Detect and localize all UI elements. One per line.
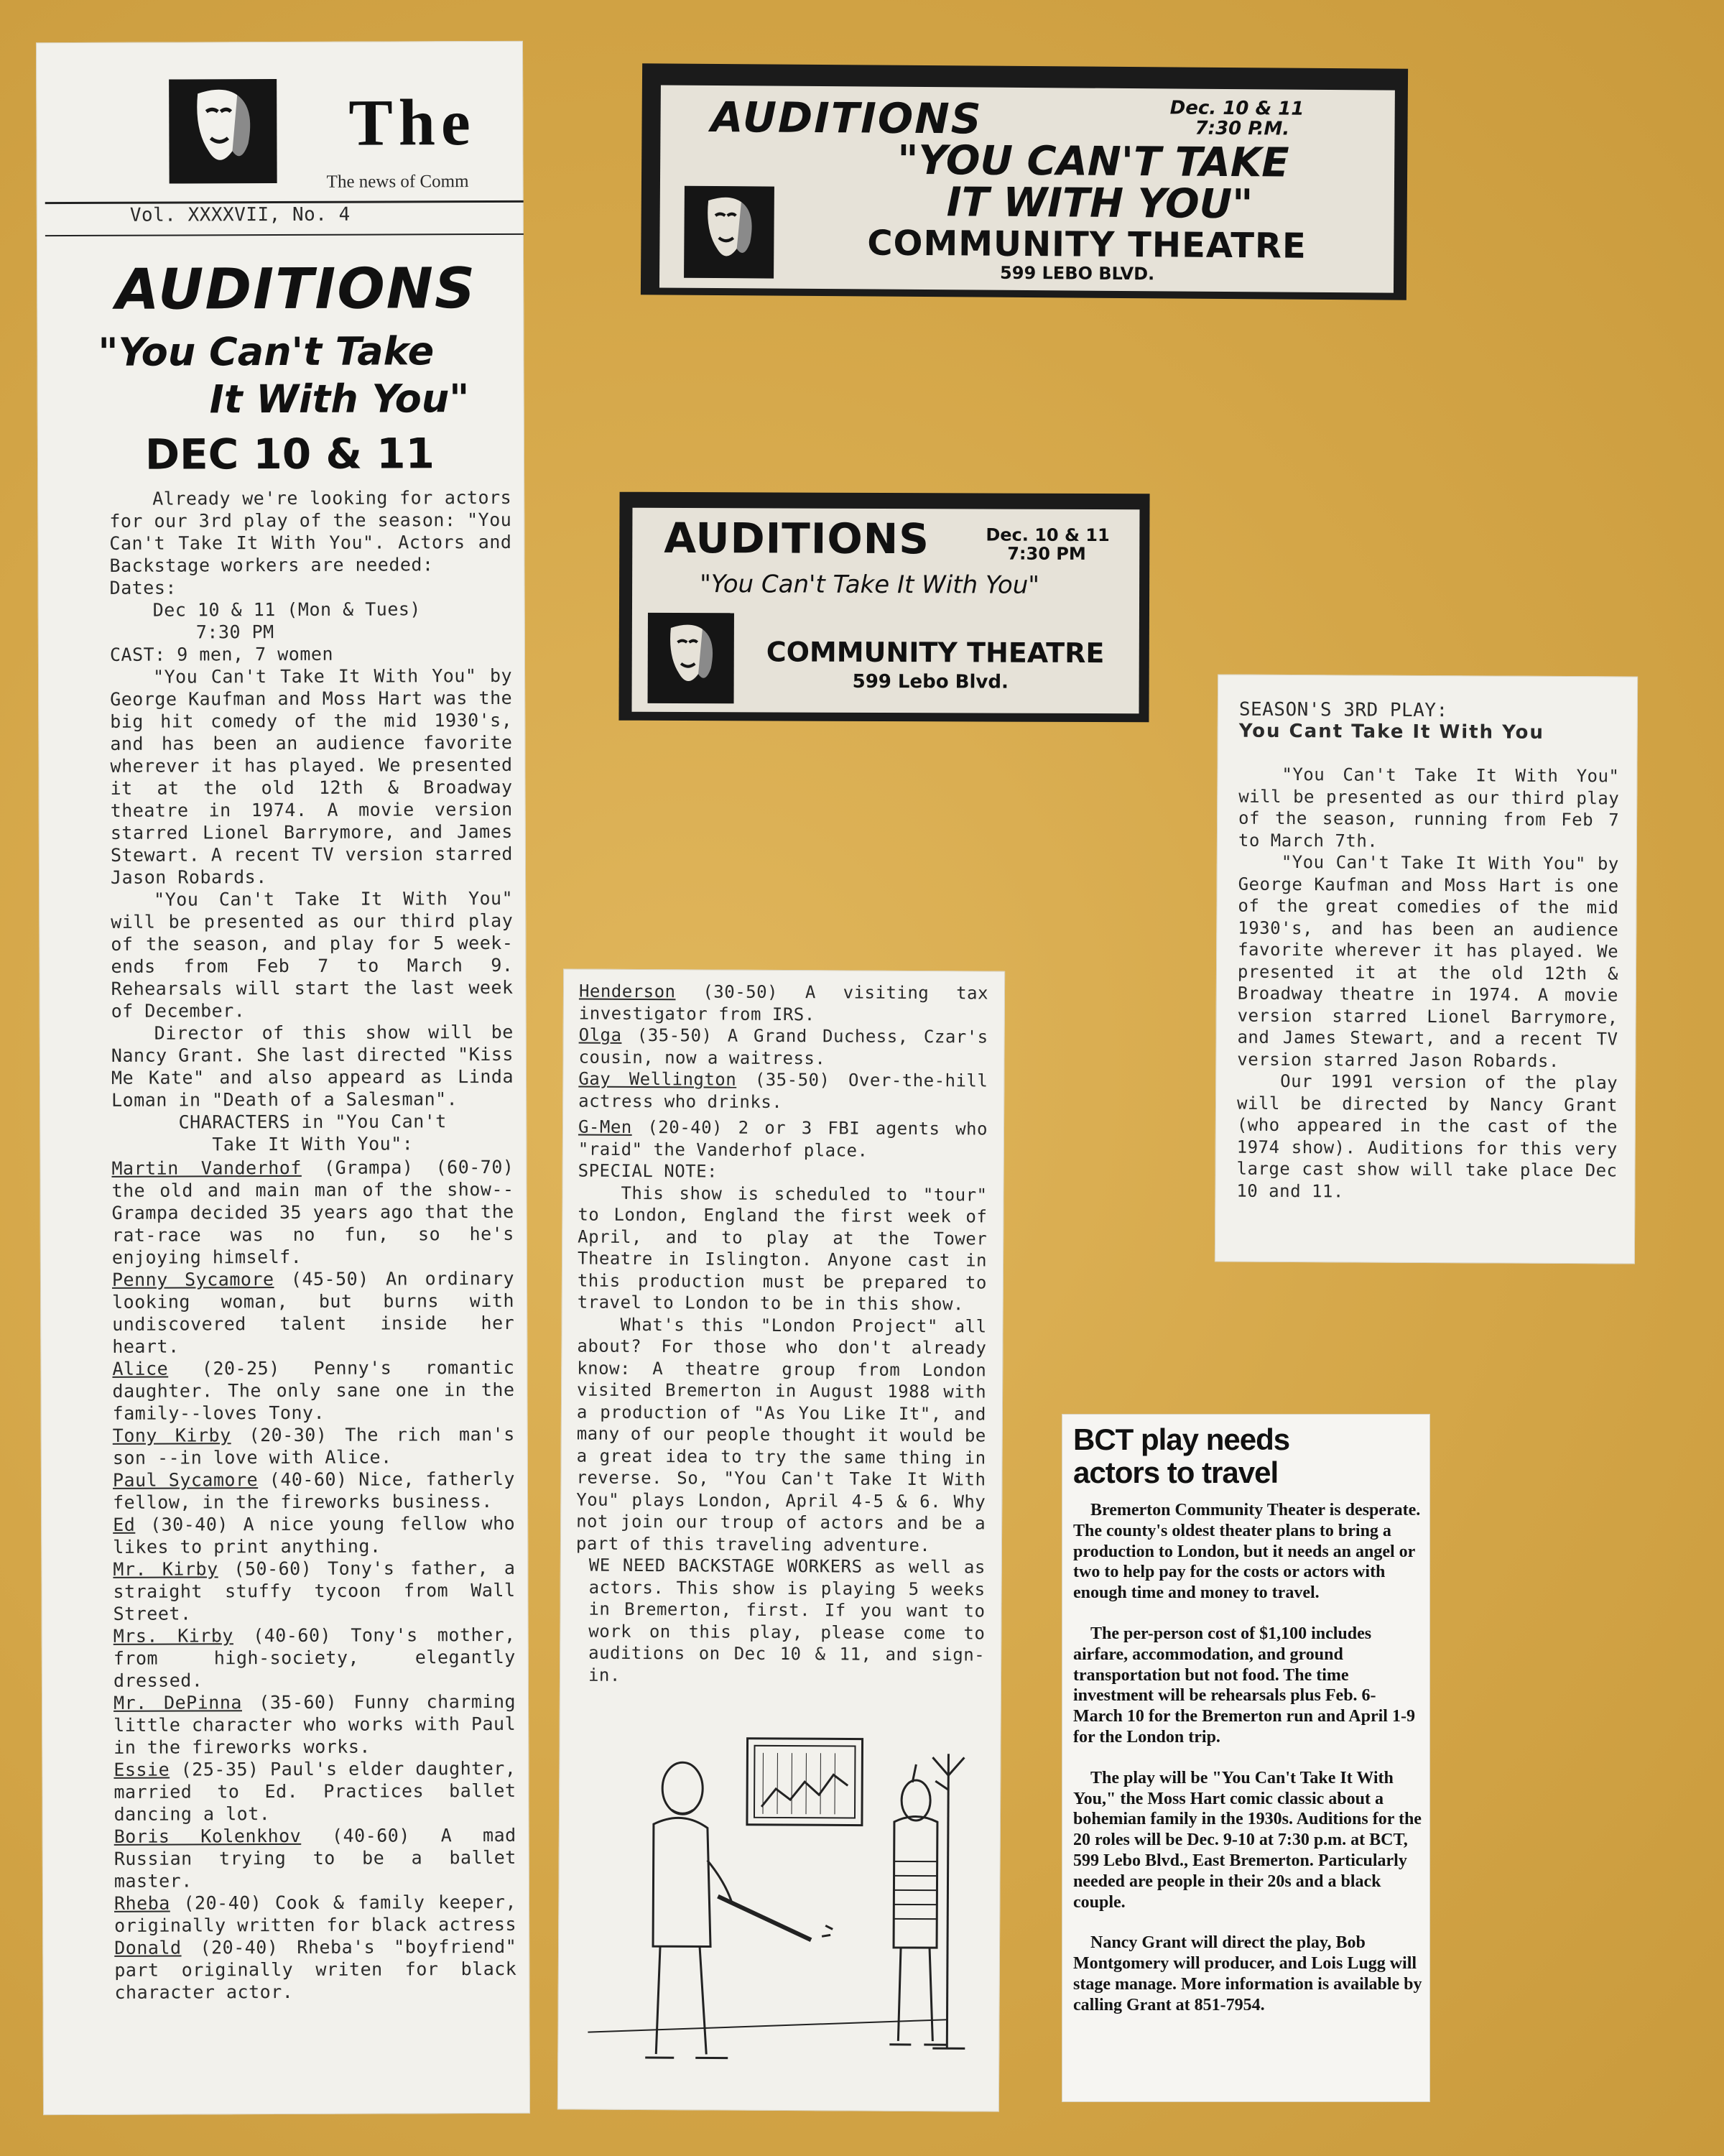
character-entry (578, 1024, 988, 1070)
character-desc: (20-25) Penny's romantic daughter. The only sane one in the family--loves Tony. (112, 1356, 515, 1424)
season-body (1236, 764, 1619, 1204)
character-name: Boris Kolenkhov (113, 1825, 302, 1847)
character-desc: (35-50) A Grand Duchess, Czar's cousin, now a waitress. (578, 1024, 988, 1068)
character-name: Mr. Kirby (113, 1558, 218, 1580)
ad-small-date-1: Dec. 10 & 11 (986, 524, 1110, 546)
continuation-clipping (557, 968, 1005, 2111)
mask-icon (169, 79, 277, 184)
ad-large-date-1: Dec. 10 & 11 (1169, 97, 1304, 120)
character-name: Martin Vanderhof (111, 1157, 302, 1179)
dates-line-2: 7:30 PM (195, 621, 274, 643)
mask-icon (684, 186, 774, 279)
dates-label: Dates: (109, 577, 177, 598)
london-project-paragraph: What's this "London Project" all about? For those who don't already know: A theatre group from London visited Bremerton in August 1988 with a production of "As You Like It", and many of our people thought it would be a great idea to try the same thing in reverse. So, "You Can't Take It With You" plays London, April 4-5 & 6. Why not join our troup of actors and be a part of this traveling adventure. (575, 1314, 987, 1555)
character-entry (579, 981, 988, 1027)
ad-large-date-2: 7:30 P.M. (1195, 117, 1290, 140)
article-paragraph-3: The play will be "You Can't Take It With You," the Moss Hart comic classic about a bohemian family in the 1930s. Auditions for the 20 roles will be Dec. 9-10 at 7:30 p.m. at BCT, 599 Lebo Blvd., East Bremerton. Particularly needed are people in their 20s and a black couple. (1073, 1768, 1422, 1912)
ad-small-date-2: 7:30 PM (1007, 543, 1086, 564)
backstage-paragraph: WE NEED BACKSTAGE WORKERS as well as actors. This show is playing 5 weeks in Bremerton, first. If you want to work on this play, please come to auditions on Dec 10 & 11, and sign-in. (588, 1555, 986, 1685)
character-entry (114, 1891, 516, 1937)
ad-large-mask-logo (684, 186, 774, 279)
ad-small-play: "You Can't Take It With You" (700, 570, 1040, 600)
character-name: Donald (114, 1937, 182, 1958)
character-list (111, 1156, 516, 2004)
newsletter-clipping (36, 41, 530, 2115)
character-entry (113, 1557, 515, 1625)
character-desc: (45-50) An ordinary looking woman, but burns with undiscovered talent inside her heart. (112, 1267, 515, 1357)
character-entry (112, 1356, 514, 1425)
character-desc: (30-40) A nice young fellow who likes to print anything. (113, 1512, 516, 1558)
ad-small-org: COMMUNITY THEATRE (766, 636, 1105, 670)
character-desc: (40-60) Tony's mother, from high-society, elegantly dressed. (113, 1624, 516, 1691)
character-name: Alice (112, 1358, 169, 1379)
character-desc: (20-40) 2 or 3 FBI agents who "raid" the Vanderhof place. (578, 1116, 988, 1161)
character-desc: (50-60) Tony's father, a straight stuffy tycoon from Wall Street. (113, 1557, 516, 1624)
date-headline: DEC 10 & 11 (144, 429, 435, 479)
character-entry (113, 1757, 516, 1826)
character-name: Gay Wellington (578, 1068, 737, 1090)
season-heading-2: You Cant Take It With You (1238, 720, 1545, 744)
director-paragraph: Director of this show will be Nancy Grant. She last directed "Kiss Me Kate" and also appeard as Linda Loman in "Death of a Salesman". (111, 1021, 514, 1111)
character-name: Tony Kirby (112, 1425, 231, 1446)
season-heading-1: SEASON'S 3RD PLAY: (1238, 698, 1448, 722)
season-paragraph-1: "You Can't Take It With You" will be presented as our third play of the season, running from Feb 7 to March 7th. (1238, 764, 1620, 851)
ad-large-org: COMMUNITY THEATRE (867, 223, 1307, 267)
special-note-paragraph: This show is scheduled to "tour" to London, England the first week of April, and to play at the Tower Theatre in Islington. Anyone cast in this production must be prepared to travel to London to be in this show. (577, 1183, 988, 1315)
cartoon-illustration (573, 1731, 985, 2106)
character-name: Mrs. Kirby (113, 1625, 233, 1647)
play-title-line-1: "You Can't Take (98, 328, 435, 375)
character-name: G-Men (578, 1116, 632, 1137)
audition-ad-large (641, 63, 1408, 300)
character-name: Penny Sycamore (111, 1269, 274, 1290)
season-clipping (1215, 674, 1638, 1264)
character-entry (113, 1512, 515, 1558)
audition-ad-small (618, 492, 1149, 723)
character-name: Essie (113, 1759, 170, 1780)
character-entry (578, 1068, 988, 1114)
season-paragraph-2: "You Can't Take It With You" by George Kaufman and Moss Hart is one of the great comedies of the mid 1930's, and has been an audience favorite wherever it has played. We presented it at the old 12th & Broadway theatre in 1974. A movie version starred Lionel Barrymore, and James Stewart, and a recent TV version starred Jason Robards. (1237, 851, 1619, 1071)
character-name: Rheba (113, 1892, 170, 1914)
character-entry (114, 1935, 516, 2004)
character-desc: (20-40) Rheba's "boyfriend" part originally writen for black character actor. (114, 1935, 517, 2003)
ad-large-address: 599 LEBO BLVD. (1000, 262, 1155, 284)
character-desc: (35-50) Over-the-hill actress who drinks. (578, 1069, 988, 1112)
intro-paragraph: Already we're looking for actors for our 3rd play of the season: "You Can't Take It With You". Actors and Backstage workers are needed: (109, 486, 512, 576)
characters-heading-1: CHARACTERS in "You Can't (178, 1111, 447, 1133)
ad-small-title: AUDITIONS (664, 513, 930, 564)
masthead-tagline: The news of Comm (326, 172, 469, 192)
character-desc: (20-40) Cook & family keeper, originally written for black actress (114, 1891, 517, 1936)
ad-large-play-1: "YOU CAN'T TAKE (896, 137, 1289, 187)
character-desc: (40-60) A mad Russian trying to be a ballet master. (113, 1824, 516, 1892)
character-entry (113, 1624, 516, 1692)
ad-small-address: 599 Lebo Blvd. (852, 670, 1009, 693)
play-title-line-2: It With You" (209, 376, 470, 422)
article-paragraph-1: Bremerton Community Theater is desperate. The county's oldest theater plans to bring a production to London, but it needs an angel or two to help pay for the costs or actors with enough time and money to travel. (1073, 1501, 1421, 1603)
masthead-title: The (348, 85, 476, 159)
character-name: Henderson (578, 981, 676, 1002)
character-desc: (20-30) The rich man's son --in love with Alice. (112, 1423, 515, 1468)
article-body (1073, 1500, 1424, 2016)
character-desc: (30-50) A visiting tax investigator from IRS. (578, 981, 989, 1024)
character-entry (113, 1468, 515, 1514)
cast-line: CAST: 9 men, 7 women (109, 643, 334, 665)
character-entry (113, 1690, 516, 1759)
ad-large-title: AUDITIONS (710, 92, 983, 144)
article-headline-1: BCT play needs (1073, 1422, 1290, 1456)
ad-large-play-2: IT WITH YOU" (946, 179, 1253, 228)
character-entry (578, 1116, 988, 1162)
article-headline-2: actors to travel (1073, 1456, 1279, 1489)
dates-line-1: Dec 10 & 11 (Mon & Tues) (152, 598, 422, 621)
article-paragraph-4: Nancy Grant will direct the play, Bob Montgomery will producer, and Lois Lugg will stage manage. More information is available by calling Grant at 851-7954. (1073, 1933, 1422, 2014)
character-entry (114, 1824, 516, 1892)
character-name: Mr. DePinna (113, 1692, 242, 1713)
schedule-paragraph: "You Can't Take It With You" will be presented as our third play of the season, and play for 5 week-ends from Feb 7 to March 9. Rehearsals will start the last week of December. (111, 887, 514, 1022)
continuation-body (575, 981, 988, 1688)
character-entry (111, 1156, 514, 1269)
theatre-mask-logo (169, 79, 277, 184)
character-desc: (35-60) Funny charming little character who works with Paul in the fireworks works. (113, 1690, 516, 1758)
history-paragraph: "You Can't Take It With You" by George Kaufman and Moss Hart was the big hit comedy of the mid 1930's, and has been an audience favorite wherever it has played. We presented it at the old 12th & Broadway theatre in 1974. A movie version starred Lionel Barrymore, and James Stewart. A recent TV version starred Jason Robards. (110, 665, 513, 888)
volume-rule (45, 233, 524, 236)
character-desc: (25-35) Paul's elder daughter, married to Ed. Practices ballet dancing a lot. (113, 1757, 516, 1825)
character-entry (113, 1423, 515, 1469)
article-clipping (1062, 1414, 1430, 2102)
auditions-headline: AUDITIONS (116, 256, 477, 323)
character-name: Paul Sycamore (112, 1469, 259, 1491)
characters-heading-2: Take It With You": (212, 1133, 414, 1155)
character-entry (112, 1267, 514, 1358)
article-paragraph-2: The per-person cost of $1,100 includes airfare, accommodation, and ground transportation but not food. The time investment will be rehearsals plus Feb. 6-March 10 for the Bremerton run and April 1-9 for the London trip. (1073, 1624, 1415, 1746)
volume-number: Vol. XXXXVII, No. 4 (129, 203, 351, 226)
character-desc: (Grampa) (60-70) the old and main man of the show--Grampa decided 35 years ago that the rat-race was no fun, so he's enjoying himself. (111, 1156, 514, 1268)
character-name: Olga (578, 1024, 622, 1045)
ad-small-mask-logo (648, 613, 734, 703)
season-paragraph-3: Our 1991 version of the play will be directed by Nancy Grant (who appeared in the cast of the 1974 show). Auditions for this very large cast show will take place Dec 10 and 11. (1236, 1070, 1618, 1201)
character-name: Ed (113, 1514, 136, 1535)
mask-icon (648, 613, 734, 703)
newsletter-body (109, 486, 516, 2004)
special-note-heading: SPECIAL NOTE: (578, 1160, 718, 1182)
character-desc: (40-60) Nice, fatherly fellow, in the fireworks business. (113, 1468, 515, 1513)
